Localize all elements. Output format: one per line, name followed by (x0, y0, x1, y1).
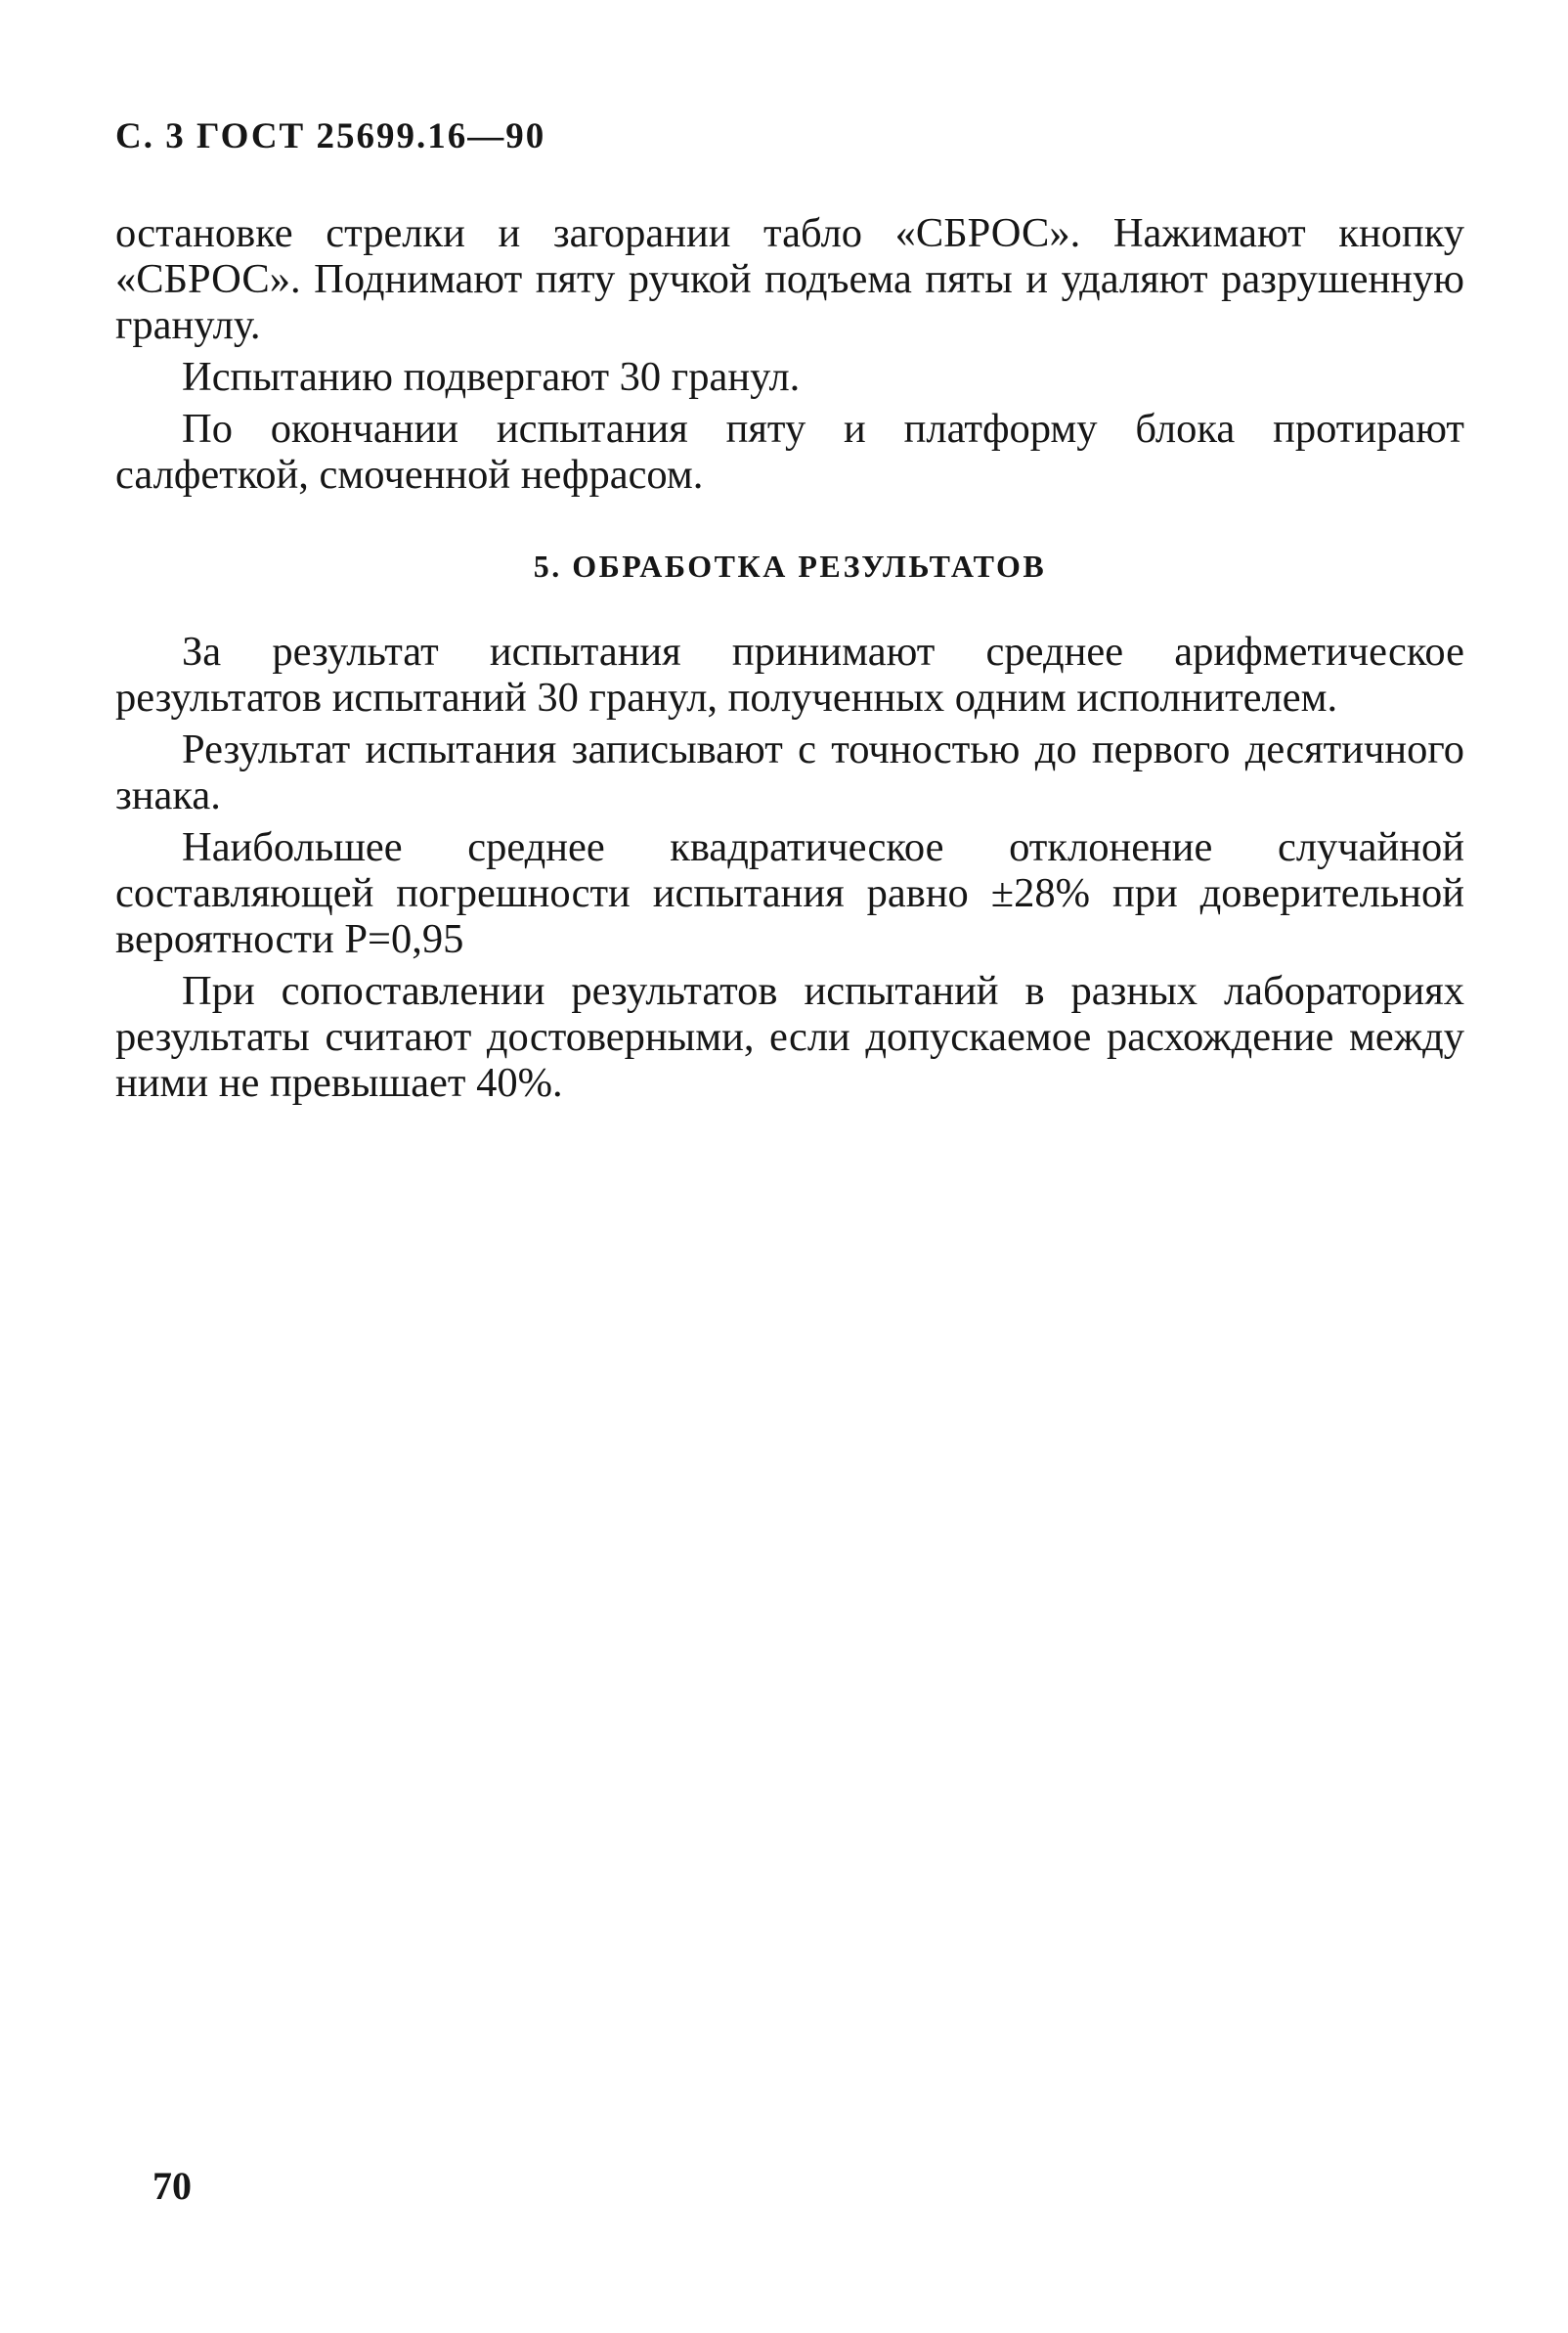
body-paragraph: Испытанию подвергают 30 гранул. (182, 354, 801, 400)
body-paragraph: Наибольшее среднее квадратическое отклонение случайной составляющей погрешности испытания равно ±28% при доверительной вероятности P=0,95 (115, 824, 1464, 962)
continued-paragraph: остановке стрелки и загорании табло «СБРОС». Нажимают кнопку «СБРОС». Поднимают пяту ручкой подъема пяты и удаляют разрушенную гранулу. (115, 210, 1464, 348)
page-number: 70 (152, 2164, 192, 2208)
body-paragraph: При сопоставлении результатов испытаний в разных лабораториях результаты считают достоверными, если допускаемое расхождение между ними не превышает 40%. (115, 968, 1464, 1106)
page-body (115, 210, 1464, 1106)
section-heading: 5. ОБРАБОТКА РЕЗУЛЬТАТОВ (533, 549, 1047, 584)
body-paragraph: По окончании испытания пяту и платформу блока протирают салфеткой, смоченной нефрасом. (115, 406, 1464, 498)
body-paragraph: Результат испытания записывают с точностью до первого десятичного знака. (115, 726, 1464, 818)
body-paragraph: За результат испытания принимают среднее арифметическое результатов испытаний 30 гранул, полученных одним исполнителем. (115, 629, 1464, 721)
running-header: С. 3 ГОСТ 25699.16—90 (115, 116, 546, 156)
